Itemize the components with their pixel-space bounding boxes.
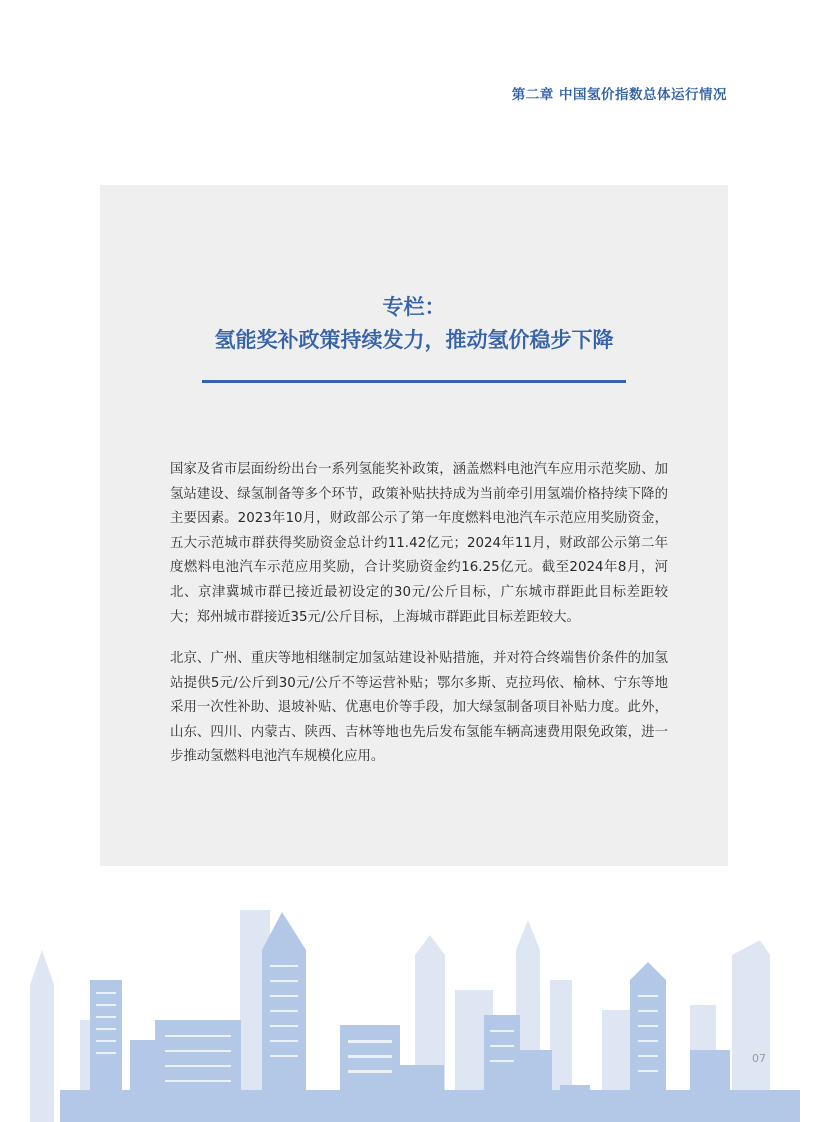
sidebar-title-line2: 氢能奖补政策持续发力，推动氢价稳步下降 [214, 328, 614, 352]
chapter-header: 第二章 中国氢价指数总体运行情况 [511, 87, 727, 103]
city-skyline-illustration [0, 900, 827, 1122]
sidebar-title [100, 291, 728, 357]
paragraph-1: 国家及省市层面纷纷出台一系列氢能奖补政策，涵盖燃料电池汽车应用示范奖励、加氢站建设、绿氢制备等多个环节，政策补贴扶持成为当前牵引用氢端价格持续下降的主要因素。2023年10月，财政部公示了第一年度燃料电池汽车示范应用奖励资金，五大示范城市群获得奖励资金总计约11.42亿元；2024年11月，财政部公示第二年度燃料电池汽车示范应用奖励，合计奖励资金约16.25亿元。截至2024年8月，河北、京津冀城市群已接近最初设定的30元/公斤目标，广东城市群距此目标差距较大；郑州城市群接近35元/公斤目标，上海城市群距此目标差距较大。 [170, 462, 668, 625]
sidebar-title-line1: 专栏： [382, 295, 446, 319]
paragraph-2: 北京、广州、重庆等地相继制定加氢站建设补贴措施，并对符合终端售价条件的加氢站提供5元/公斤到30元/公斤不等运营补贴；鄂尔多斯、克拉玛依、榆林、宁东等地采用一次性补助、退坡补贴、优惠电价等手段，加大绿氢制备项目补贴力度。此外，山东、四川、内蒙古、陕西、吉林等地也先后发布氢能车辆高速费用限免政策，进一步推动氢燃料电池汽车规模化应用。 [170, 651, 668, 765]
title-divider [202, 380, 626, 383]
page-number: 07 [752, 1052, 766, 1065]
policy-sidebar-box [100, 185, 728, 866]
